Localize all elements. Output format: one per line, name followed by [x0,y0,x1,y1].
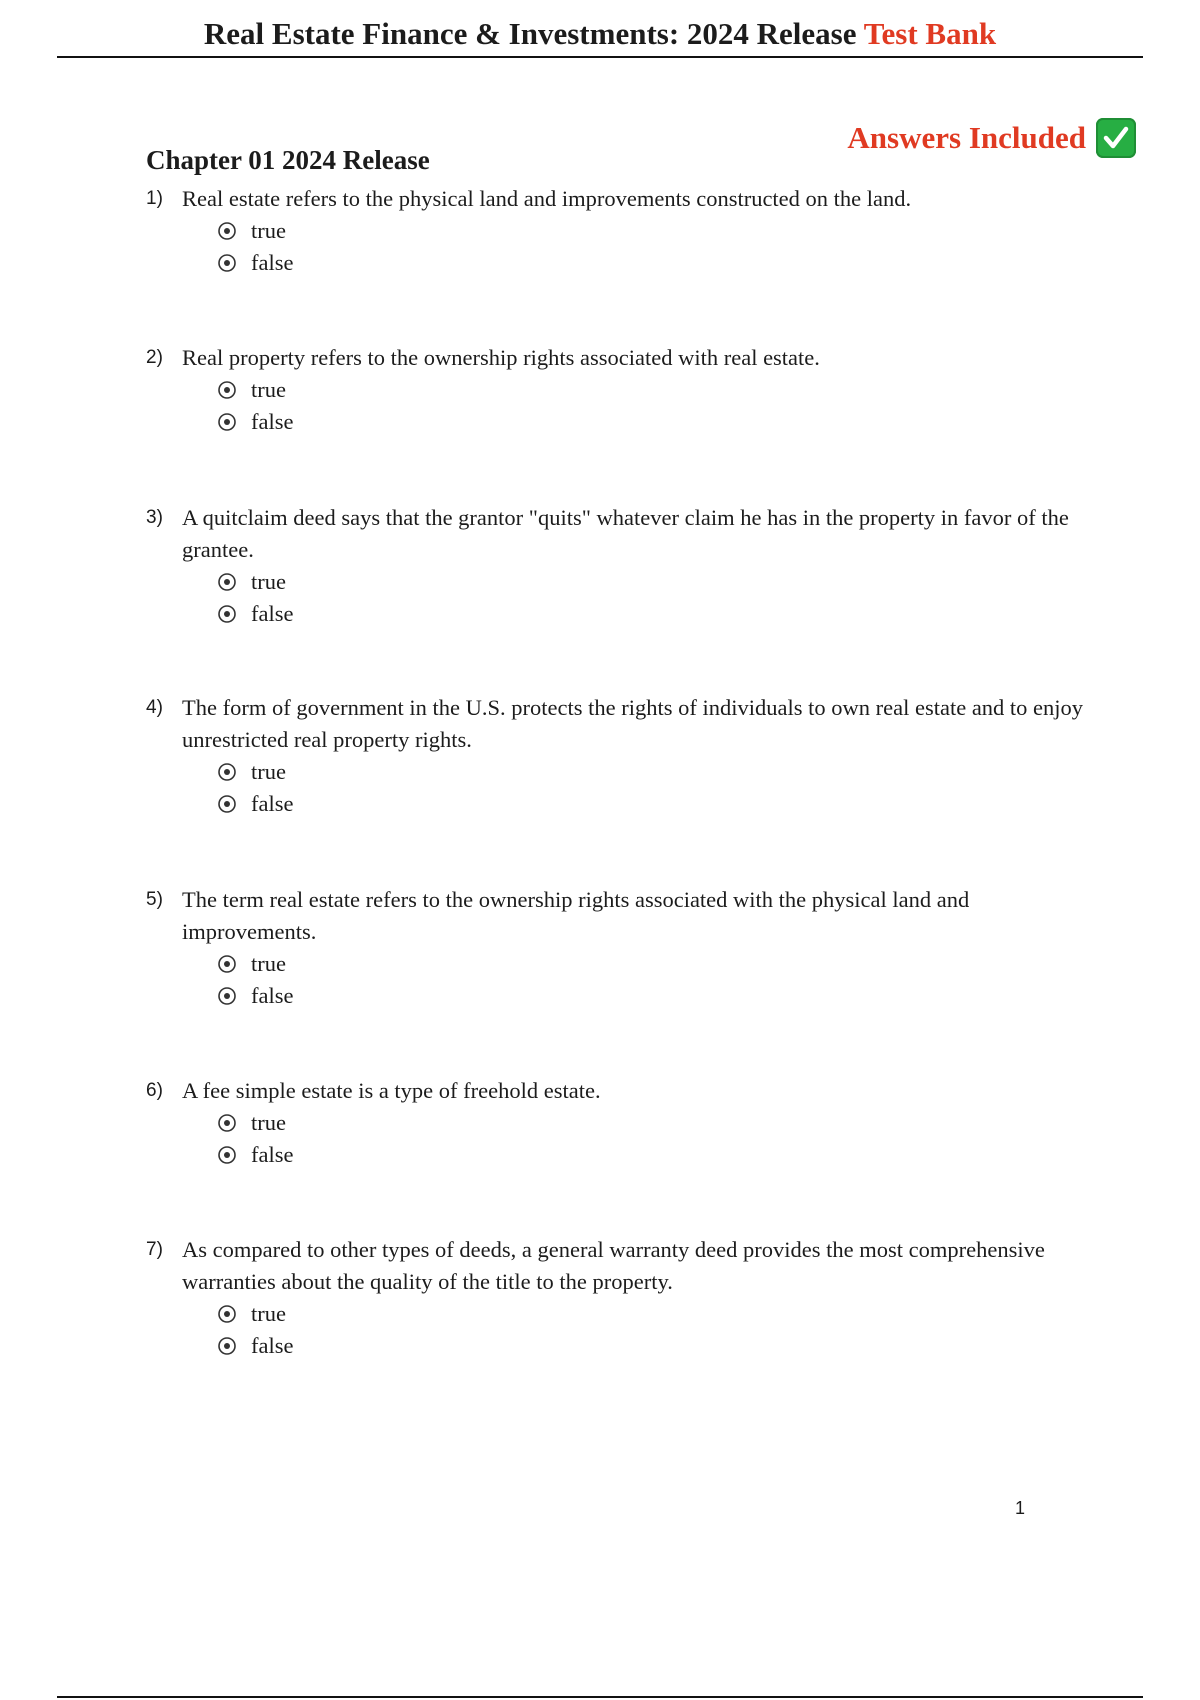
option-label: true [251,1110,286,1135]
question-text: The form of government in the U.S. protects the rights of individuals to own real estate and to enjoy unrestricted real property rights. [182,695,1084,752]
option-label: true [251,951,286,976]
answer-option-true[interactable] [217,948,1096,980]
answer-option-true[interactable] [217,215,1096,247]
question-item [146,502,1096,630]
chapter-heading: Chapter 01 2024 Release [146,145,430,175]
option-label: false [251,250,294,275]
option-label: false [251,983,294,1008]
radio-button-icon[interactable] [217,794,237,814]
question-item [146,1075,1096,1171]
answers-included-label: Answers Included [847,120,1086,155]
answer-option-false[interactable] [217,247,1096,279]
option-label: false [251,601,294,626]
answer-option-false[interactable] [217,598,1096,630]
question-item [146,692,1096,820]
answer-option-true[interactable] [217,756,1096,788]
radio-button-icon[interactable] [217,1145,237,1165]
radio-button-icon[interactable] [217,954,237,974]
radio-button-icon[interactable] [217,1113,237,1133]
option-label: true [251,759,286,784]
answer-option-true[interactable] [217,374,1096,406]
option-label: false [251,409,294,434]
option-label: true [251,569,286,594]
answer-option-false[interactable] [217,1330,1096,1362]
check-mark-icon [1096,118,1136,158]
question-text: The term real estate refers to the ownership rights associated with the physical land and improvements. [182,887,970,944]
answer-option-true[interactable] [217,1107,1096,1139]
radio-button-icon[interactable] [217,762,237,782]
question-text: Real property refers to the ownership rights associated with real estate. [182,345,820,370]
header-divider [57,56,1143,58]
radio-button-icon[interactable] [217,412,237,432]
document-header [57,14,1143,54]
question-number: 4) [146,697,163,718]
radio-button-icon[interactable] [217,986,237,1006]
answer-option-true[interactable] [217,1298,1096,1330]
question-number: 7) [146,1239,163,1260]
header-title-accent: Test Bank [863,16,997,51]
answer-option-false[interactable] [217,788,1096,820]
question-number: 5) [146,889,163,910]
radio-button-icon[interactable] [217,572,237,592]
option-label: false [251,791,294,816]
question-number: 6) [146,1080,163,1101]
option-label: true [251,377,286,402]
radio-button-icon[interactable] [217,604,237,624]
option-label: true [251,1301,286,1326]
option-label: false [251,1142,294,1167]
question-text: As compared to other types of deeds, a general warranty deed provides the most comprehensive warranties about the quality of the title to the property. [182,1237,1045,1294]
radio-button-icon[interactable] [217,1304,237,1324]
radio-button-icon[interactable] [217,221,237,241]
footer-divider [57,1696,1143,1698]
header-title: Real Estate Finance & Investments: 2024 Release [203,16,857,51]
radio-button-icon[interactable] [217,380,237,400]
question-item [146,884,1096,1012]
radio-button-icon[interactable] [217,1336,237,1356]
question-item [146,342,1096,438]
question-number: 1) [146,188,163,209]
question-item [146,1234,1096,1362]
question-text: A fee simple estate is a type of freehold estate. [182,1078,601,1103]
radio-button-icon[interactable] [217,253,237,273]
option-label: true [251,218,286,243]
question-text: A quitclaim deed says that the grantor "quits" whatever claim he has in the property in favor of the grantee. [182,505,1069,562]
answer-option-true[interactable] [217,566,1096,598]
answer-option-false[interactable] [217,406,1096,438]
page-number: 1 [1015,1498,1026,1518]
option-label: false [251,1333,294,1358]
question-number: 2) [146,347,163,368]
question-item [146,183,1096,279]
question-text: Real estate refers to the physical land and improvements constructed on the land. [182,186,912,211]
answer-option-false[interactable] [217,1139,1096,1171]
answers-included-badge [847,118,1136,158]
answer-option-false[interactable] [217,980,1096,1012]
question-number: 3) [146,507,163,528]
